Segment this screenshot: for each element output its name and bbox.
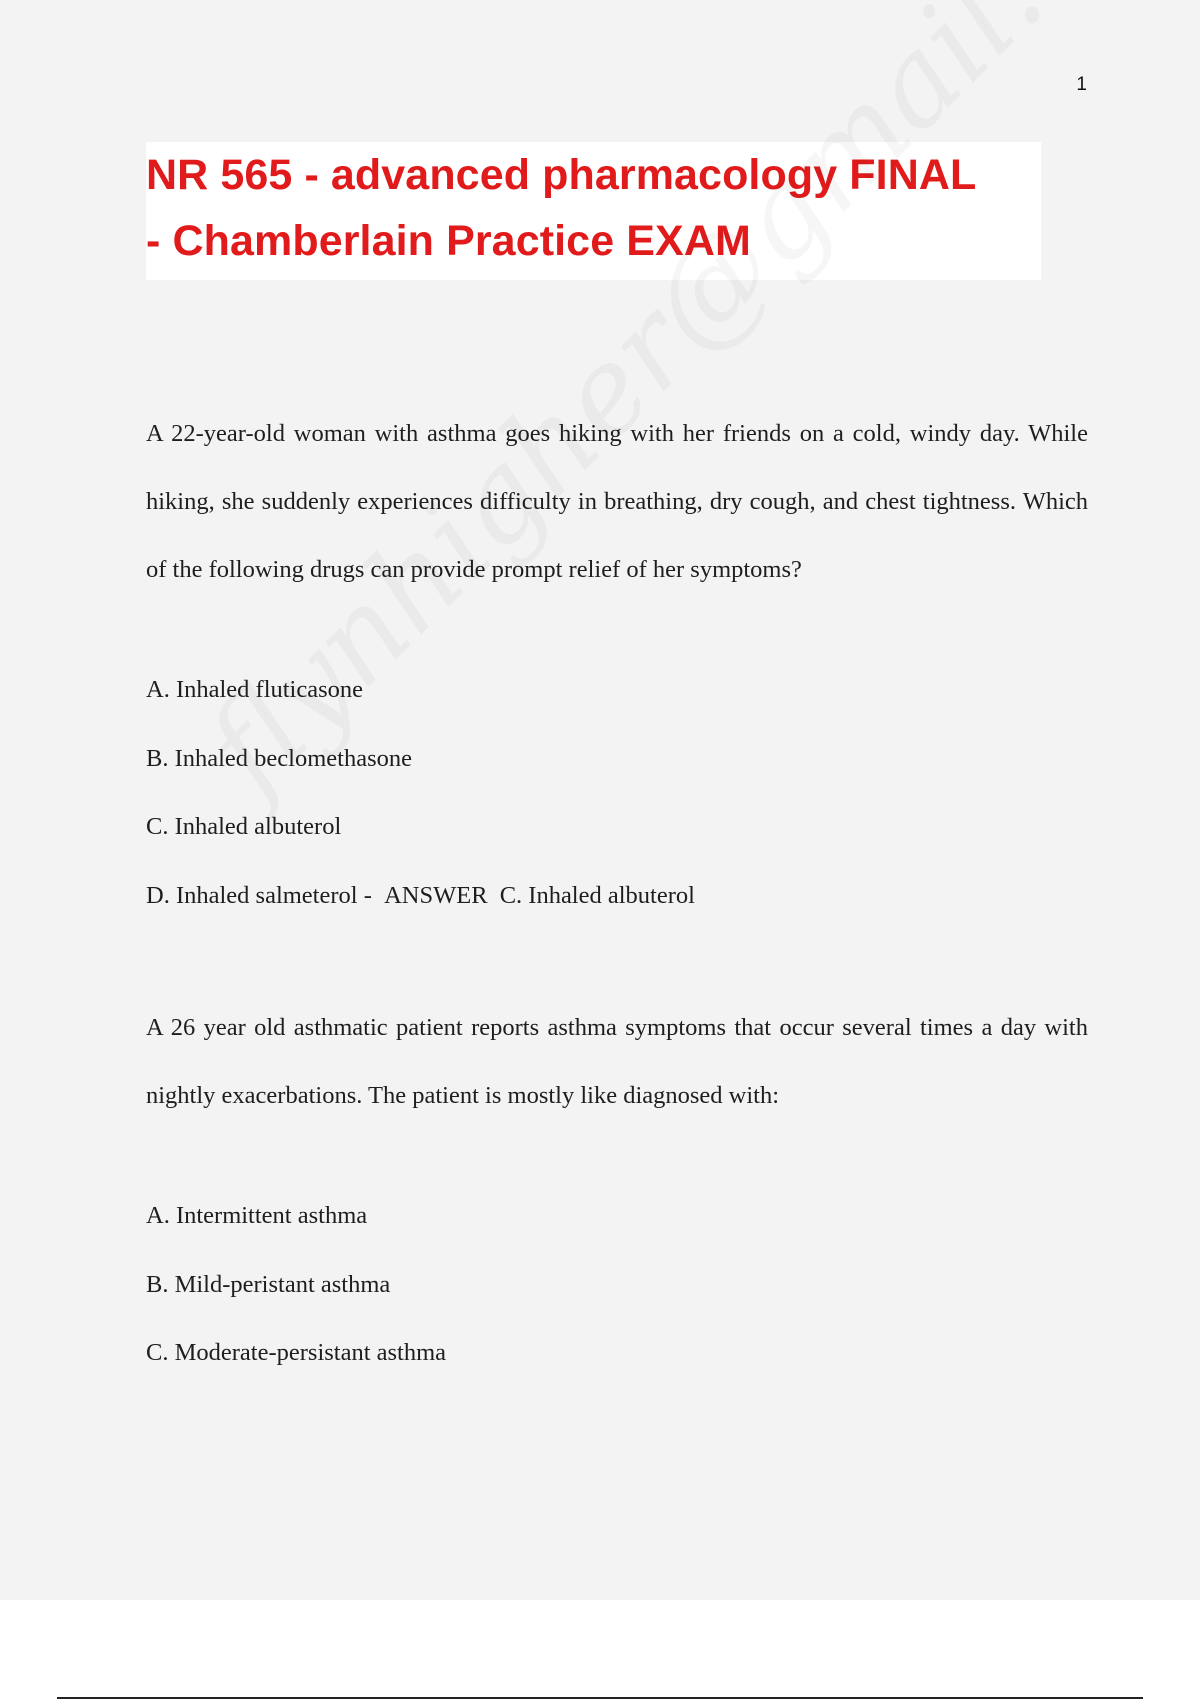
option-d-text: D. Inhaled salmeterol - bbox=[146, 881, 372, 909]
document-title bbox=[146, 142, 1041, 274]
question-1-option-d bbox=[146, 862, 1088, 931]
question-1-options bbox=[146, 656, 1088, 930]
answer-label: ANSWER bbox=[384, 881, 488, 909]
title-line-2: - Chamberlain Practice EXAM bbox=[146, 217, 751, 265]
title-block bbox=[146, 142, 1041, 280]
title-line-1: NR 565 - advanced pharmacology FINAL bbox=[146, 151, 977, 199]
page-number: 1 bbox=[1076, 74, 1087, 95]
question-2-option-a: A. Intermittent asthma bbox=[146, 1202, 368, 1229]
question-2-options bbox=[146, 1182, 1088, 1388]
page-divider bbox=[57, 1697, 1143, 1699]
question-1-text: A 22-year-old woman with asthma goes hiking with her friends on a cold, windy day. While hiking, she suddenly experiences difficulty in breathing, dry cough, and chest tightness. Which of the following drugs can provide prompt relief of her symptoms? bbox=[146, 420, 1088, 583]
question-1-option-b: B. Inhaled beclomethasone bbox=[146, 744, 413, 772]
question-2-text: A 26 year old asthmatic patient reports asthma symptoms that occur several times a day with nightly exacerbations. The patient is mostly like diagnosed with: bbox=[146, 1014, 1088, 1109]
question-2-option-b: B. Mild-peristant asthma bbox=[146, 1270, 391, 1298]
question-2-option-c: C. Moderate-persistant asthma bbox=[146, 1339, 447, 1366]
answer-text: C. Inhaled albuterol bbox=[499, 881, 695, 909]
document-content bbox=[146, 400, 1088, 1388]
question-1-option-c: C. Inhaled albuterol bbox=[146, 813, 342, 840]
question-1-option-a: A. Inhaled fluticasone bbox=[146, 676, 364, 703]
